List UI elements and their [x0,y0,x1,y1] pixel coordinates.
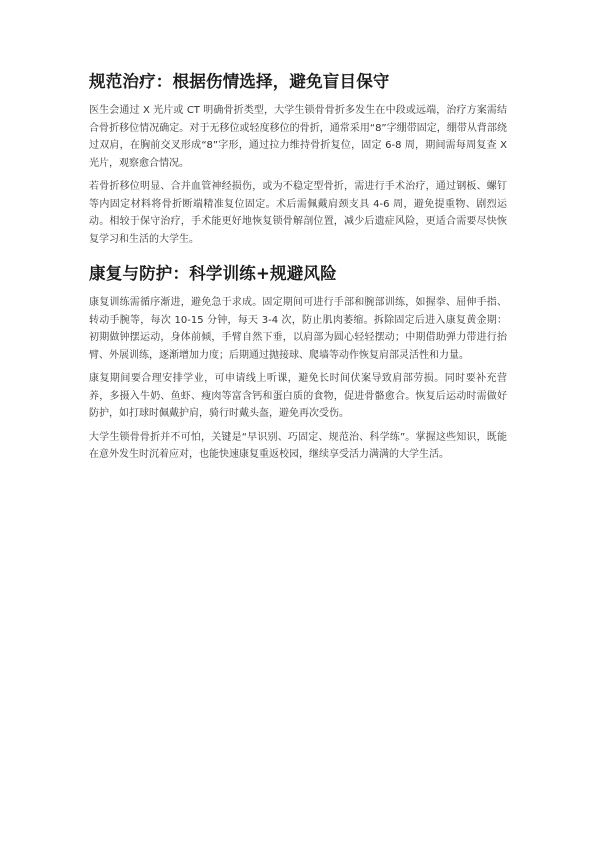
section-title-treatment: 规范治疗：根据伤情选择，避免盲目保守 [89,72,390,91]
paragraph-conclusion: 大学生锁骨骨折并不可怕，关键是“早识别、巧固定、规范治、科学练”。掌握这些知识，既能在意外发生时沉着应对，也能快速康复重返校园，继续享受活力满满的大学生活。 [89,431,507,460]
paragraph-conservative-treatment: 医生会通过 X 光片或 CT 明确骨折类型，大学生锁骨骨折多发生在中段或远端，治疗方案需结合骨折移位情况确定。对于无移位或轻度移位的骨折，通常采用“8”字绷带固定，绷带从背部绕过双肩，在胸前交叉形成“8”字形，通过拉力维持骨折复位，固定 6-8 周，期间需每周复查 X 光片，观察愈合情况。 [89,105,507,169]
article [89,70,507,470]
paragraph-surgical-treatment: 若骨折移位明显、合并血管神经损伤，或为不稳定型骨折，需进行手术治疗，通过钢板、螺钉等内固定材料将骨折断端精准复位固定。术后需佩戴肩颈支具 4-6 周，避免提重物、剧烈运动。相较于保守治疗，手术能更好地恢复锁骨解剖位置，减少后遗症风险，更适合需要尽快恢复学习和生活的大学生。 [89,181,507,245]
paragraph-rehab-lifestyle: 康复期间要合理安排学业，可申请线上听课，避免长时间伏案导致肩部劳损。同时要补充营养，多摄入牛奶、鱼虾、瘦肉等富含钙和蛋白质的食物，促进骨骼愈合。恢复后运动时需做好防护，如打球时佩戴护肩，骑行时戴头盔，避免再次受伤。 [89,373,507,419]
paragraph-rehab-training: 康复训练需循序渐进，避免急于求成。固定期间可进行手部和腕部训练，如握拳、屈伸手指、转动手腕等，每次 10-15 分钟，每天 3-4 次，防止肌肉萎缩。拆除固定后进入康复黄金期：初期做钟摆运动，身体前倾，手臂自然下垂，以肩部为圆心轻轻摆动；中期借助弹力带进行抬臂、外展训练，逐渐增加力度；后期通过抛接球、爬墙等动作恢复肩部灵活性和力量。 [89,297,507,361]
section-title-rehab: 康复与防护：科学训练+规避风险 [89,264,337,283]
